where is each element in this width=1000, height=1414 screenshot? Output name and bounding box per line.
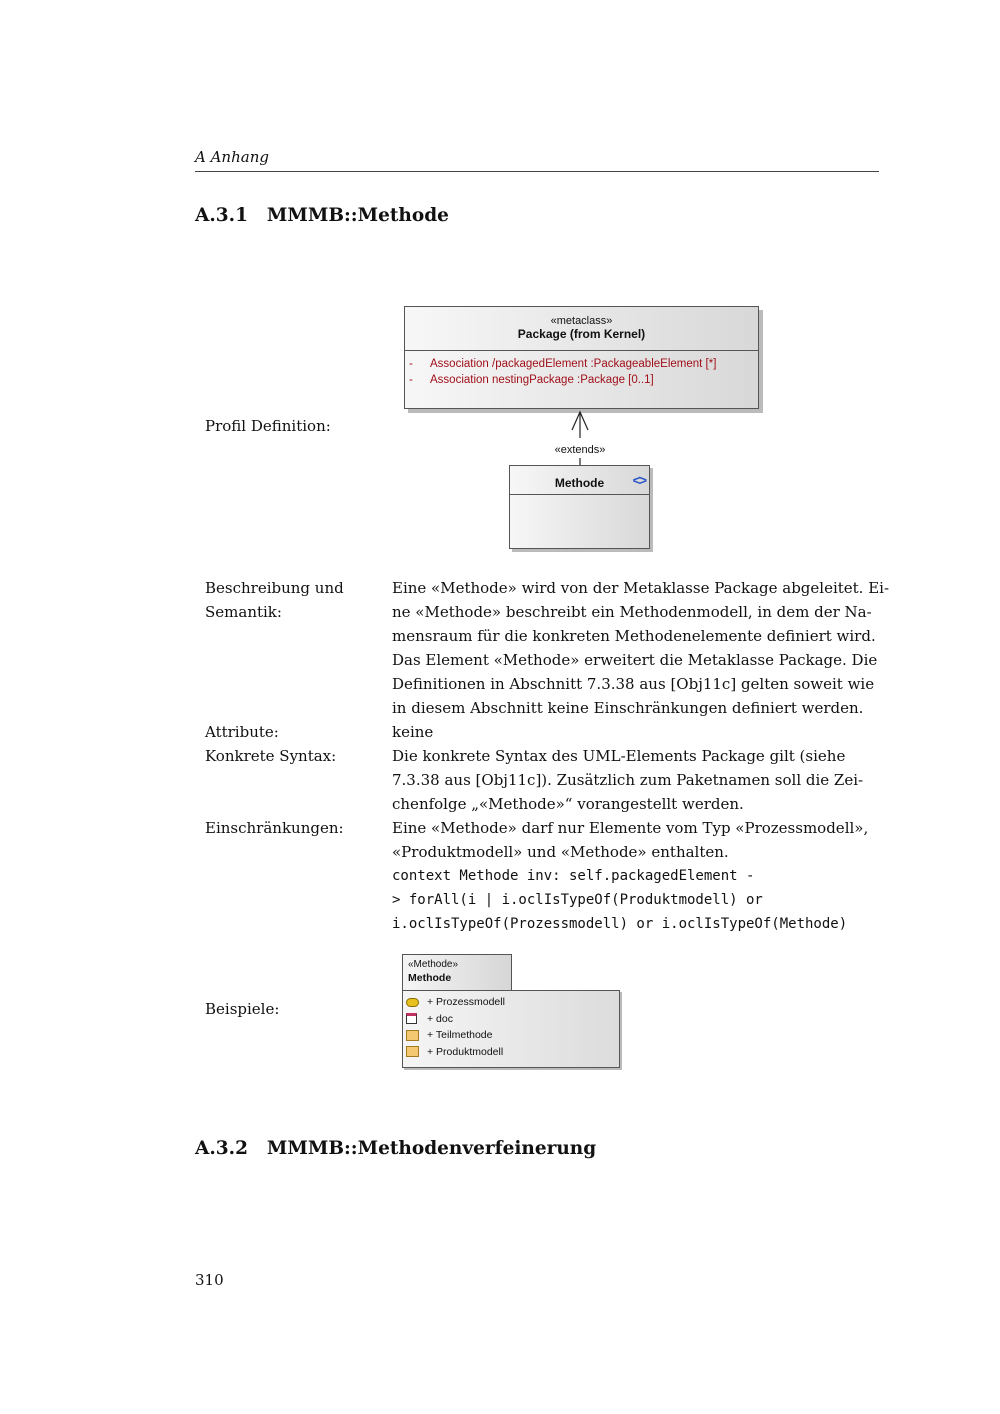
metaclass-package-header bbox=[405, 307, 758, 351]
section-title: MMMB::Methodenverfeinerung bbox=[266, 1138, 597, 1159]
beschreibung-text: Eine «Methode» wird von der Metaklasse Package abgeleitet. Ei- ne «Methode» beschreibt ein Methodenmodell, in dem der Na- mensraum für die konkreten Methodenelemente definiert wird. Das Element «Methode» erweitert die Metaklasse Package. Die Definitionen in Abschnitt 7.3.38 aus [Obj11c] gelten soweit wie in diesem Abschnitt keine Einschränkungen definiert werden. bbox=[392, 579, 890, 717]
process-icon bbox=[406, 998, 419, 1007]
label-einschraenkungen: Einschränkungen: bbox=[205, 819, 344, 837]
list-item: + Produktmodell bbox=[406, 1044, 619, 1061]
stereotype-icon: <> bbox=[632, 472, 645, 488]
ocl-line: i.oclIsTypeOf(Prozessmodell) or i.oclIsTypeOf(Methode) bbox=[392, 916, 848, 932]
attribute-value: keine bbox=[392, 723, 434, 741]
label-profil-definition: Profil Definition: bbox=[205, 417, 331, 435]
list-item: + Prozessmodell bbox=[406, 994, 619, 1011]
metaclass-stereotype: «metaclass» bbox=[550, 315, 613, 327]
metaclass-name: Package (from Kernel) bbox=[517, 327, 646, 341]
metaclass-attributes bbox=[405, 351, 758, 388]
list-item: + Teilmethode bbox=[406, 1027, 619, 1044]
example-package-body bbox=[402, 990, 620, 1068]
folder-icon bbox=[406, 1046, 419, 1057]
ocl-line: > forAll(i | i.oclIsTypeOf(Produktmodell) or bbox=[392, 892, 763, 908]
section-title: MMMB::Methode bbox=[266, 205, 449, 226]
example-package-name: Methode bbox=[408, 972, 452, 984]
label-konkrete-syntax: Konkrete Syntax: bbox=[205, 747, 337, 765]
methode-stereotype-name: Methode bbox=[554, 476, 605, 490]
page-number: 310 bbox=[195, 1271, 224, 1289]
running-head: A Anhang bbox=[195, 148, 269, 166]
attribute-row: - Association /packagedElement :PackageableElement [*] bbox=[409, 358, 717, 370]
folder-icon bbox=[406, 1030, 419, 1041]
section-heading bbox=[195, 205, 449, 226]
list-item: + doc bbox=[406, 1011, 619, 1028]
metaclass-package-box bbox=[404, 306, 759, 409]
section-number: A.3.1 bbox=[195, 205, 248, 226]
methode-stereotype-header bbox=[510, 466, 649, 495]
section-number: A.3.2 bbox=[195, 1138, 248, 1159]
document-icon bbox=[406, 1013, 417, 1024]
extends-label: «extends» bbox=[554, 444, 606, 456]
ocl-line: context Methode inv: self.packagedElement - bbox=[392, 868, 755, 884]
label-attribute: Attribute: bbox=[205, 723, 279, 741]
label-beispiele: Beispiele: bbox=[205, 1000, 280, 1018]
header-rule bbox=[195, 171, 879, 172]
label-beschreibung: Beschreibung und Semantik: bbox=[205, 579, 344, 621]
einschraenkungen-text: Eine «Methode» darf nur Elemente vom Typ «Prozessmodell», «Produktmodell» und «Methode» enthalten. context Methode inv: self.packagedElement - > forAll(i | i.oclIsTypeOf(Produktmodell) or i.oclIsTypeOf(Prozessmodell) or i.oclIsTypeOf(Methode) bbox=[392, 816, 892, 936]
methode-stereotype-box bbox=[509, 465, 650, 549]
attribute-row: - Association nestingPackage :Package [0..1] bbox=[409, 374, 654, 386]
example-stereotype: «Methode» bbox=[408, 959, 459, 970]
example-package-tab bbox=[402, 954, 512, 991]
syntax-text: Die konkrete Syntax des UML-Elements Package gilt (siehe 7.3.38 aus [Obj11c]). Zusätzlich zum Paketnamen soll die Zei- chenfolge „«Methode»“ vorangestellt werden. bbox=[392, 747, 864, 813]
extends-arrow bbox=[560, 408, 600, 468]
section-heading bbox=[195, 1138, 596, 1159]
